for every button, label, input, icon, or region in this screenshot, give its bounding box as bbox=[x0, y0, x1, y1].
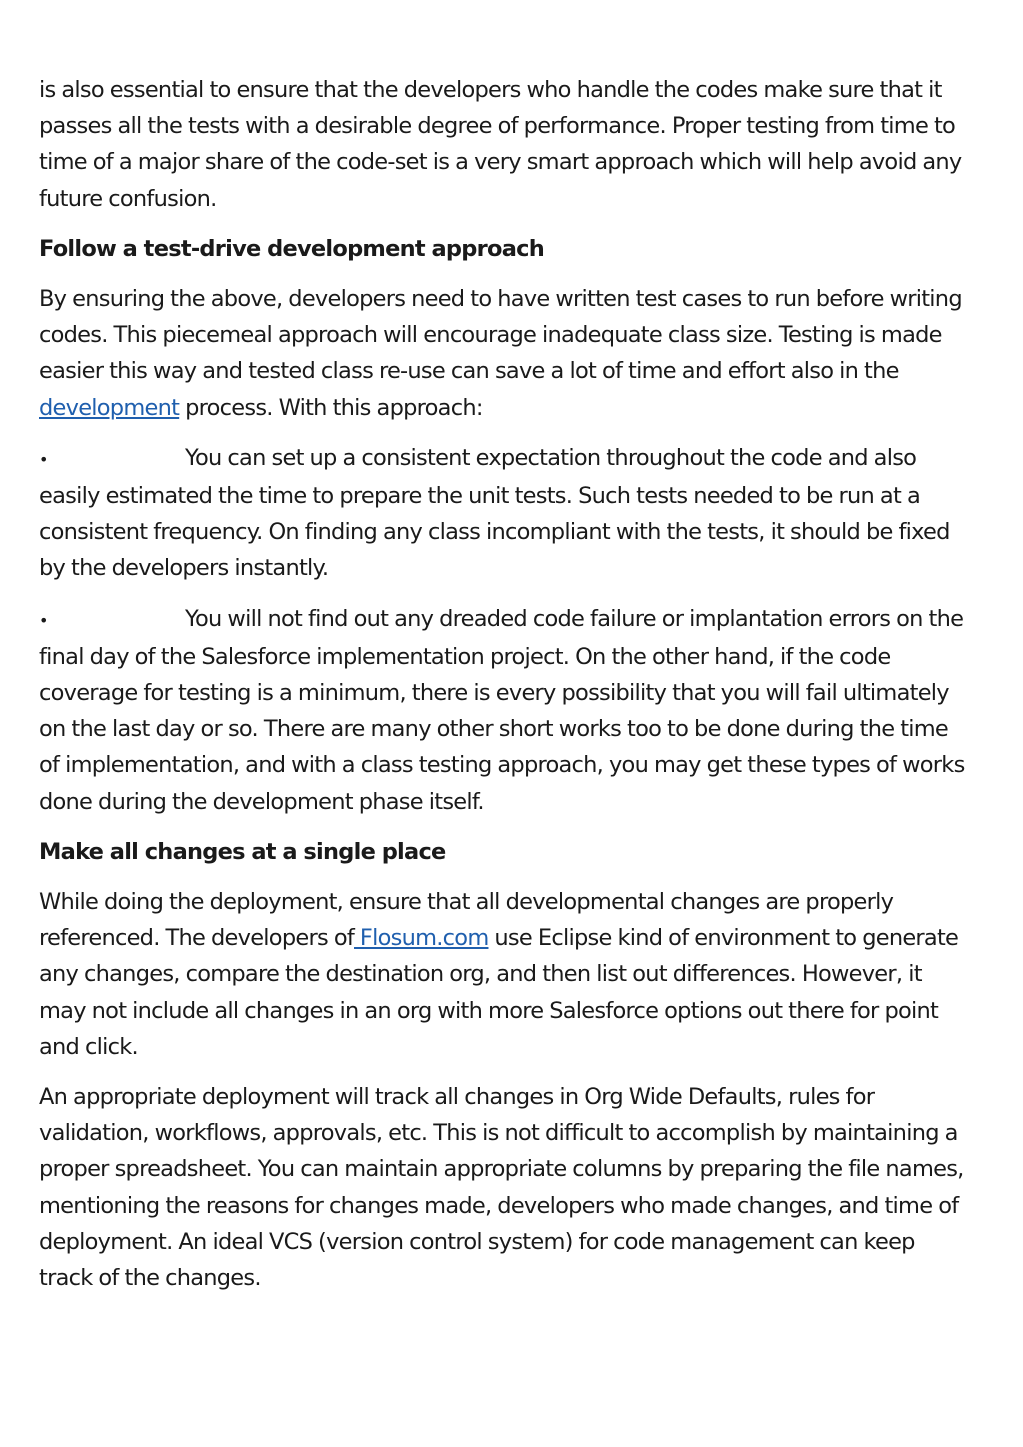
list-item-text: You can set up a consistent expectation throughout the code and also easily estimated the time to prepare the unit tests. Such tests needed to be run at a consistent frequency. On finding any class incompliant with the tests, it should be fixed by the developers instantly. bbox=[39, 444, 950, 582]
heading-single-place-changes: Make all changes at a single place bbox=[39, 838, 446, 865]
deployment-text-before-link: While doing the deployment, ensure that all developmental changes are properly referenced. The developers of bbox=[39, 889, 894, 952]
list-item bbox=[39, 601, 969, 820]
deployment-text-after-link: use Eclipse kind of environment to generate any changes, compare the destination org, and then list out differences. However, it may not include all changes in an org with more Salesforce options out there for point and click. bbox=[39, 925, 959, 1060]
intro-paragraph: is also essential to ensure that the developers who handle the codes make sure that it passes all the tests with a desirable degree of performance. Proper testing from time to time of a major share of the code-set is a very smart approach which will help avoid any future confusion. bbox=[39, 77, 962, 212]
bullet-icon: • bbox=[39, 449, 48, 469]
deployment-paragraph bbox=[39, 884, 969, 1065]
bullet-icon: • bbox=[39, 610, 48, 630]
tracking-paragraph: An appropriate deployment will track all changes in Org Wide Defaults, rules for validation, workflows, approvals, etc. This is not difficult to accomplish by maintaining a proper spreadsheet. You can maintain appropriate columns by preparing the file names, mentioning the reasons for changes made, developers who made changes, and time of deployment. An ideal VCS (version control system) for code management can keep track of the changes. bbox=[39, 1084, 964, 1292]
flosum-link[interactable]: Flosum.com bbox=[354, 925, 489, 952]
document-page bbox=[39, 72, 969, 1310]
heading-test-driven-development: Follow a test-drive development approach bbox=[39, 235, 544, 262]
list-item bbox=[39, 440, 969, 587]
development-link[interactable]: development bbox=[39, 394, 180, 421]
list-item-text: You will not find out any dreaded code failure or implantation errors on the final day of the Salesforce implementation project. On the other hand, if the code coverage for testing is a minimum, there is every possibility that you will fail ultimately on the last day or so. There are many other short works too to be done during the time of implementation, and with a class testing approach, you may get these types of works done during the development phase itself. bbox=[39, 605, 965, 815]
test-driven-text-after-link: process. With this approach: bbox=[179, 394, 483, 421]
test-driven-paragraph bbox=[39, 281, 969, 426]
test-driven-text-before-link: By ensuring the above, developers need to have written test cases to run before writing codes. This piecemeal approach will encourage inadequate class size. Testing is made easier this way and tested class re-use can save a lot of time and effort also in the bbox=[39, 286, 962, 385]
